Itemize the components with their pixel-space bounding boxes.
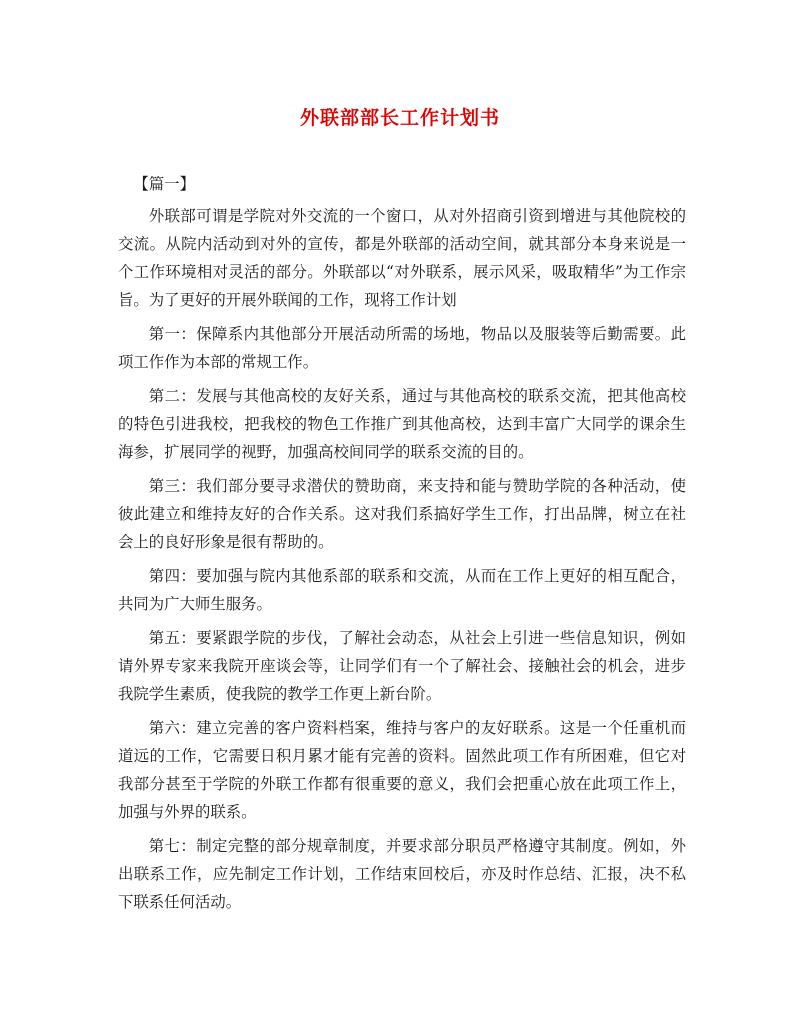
paragraph-item-6: 第六：建立完善的客户资料档案，维持与客户的友好联系。这是一个任重机而道远的工作，它需要日积月累才能有完善的资料。固然此项工作有所困难，但它对我部分甚至于学院的外联工作都有很重要的意义，我们会把重心放在此项工作上，加强与外界的联系。 — [118, 719, 686, 821]
paragraph-item-7: 第七：制定完整的部分规章制度，并要求部分职员严格遵守其制度。例如，外出联系工作，应先制定工作计划，工作结束回校后，亦及时作总结、汇报，决不私下联系任何活动。 — [118, 837, 686, 911]
paragraph-item-4: 第四：要加强与院内其他系部的联系和交流，从而在工作上更好的相互配合，共同为广大师生服务。 — [118, 567, 686, 613]
paragraph-item-3: 第三：我们部分要寻求潜伏的赞助商，来支持和能与赞助学院的各种活动，使彼此建立和维持友好的合作关系。这对我们系搞好学生工作，打出品牌，树立在社会上的良好形象是很有帮助的。 — [118, 477, 686, 551]
section-label: 【篇一】 — [133, 175, 195, 193]
paragraph-item-2: 第二：发展与其他高校的友好关系，通过与其他高校的联系交流，把其他高校的特色引进我校，把我校的物色工作推广到其他高校，达到丰富广大同学的课余生海参，扩展同学的视野，加强高校间同学的联系交流的目的。 — [118, 387, 686, 461]
document-title: 外联部部长工作计划书 — [299, 107, 500, 129]
paragraph-intro: 外联部可谓是学院对外交流的一个窗口，从对外招商引资到增进与其他院校的交流。从院内活动到对外的宣传，都是外联部的活动空间，就其部分本身来说是一个工作环境相对灵活的部分。外联部以“对外联系，展示风采，吸取精华”为工作宗旨。为了更好的开展外联闻的工作，现将工作计划 — [118, 207, 686, 309]
paragraph-item-5: 第五：要紧跟学院的步伐，了解社会动态，从社会上引进一些信息知识，例如请外界专家来我院开座谈会等，让同学们有一个了解社会、接触社会的机会，进步我院学生素质，使我院的教学工作更上新台阶。 — [118, 629, 686, 703]
document-body — [118, 170, 686, 922]
paragraph-item-1: 第一：保障系内其他部分开展活动所需的场地，物品以及服装等后勤需要。此项工作作为本部的常规工作。 — [118, 325, 686, 371]
